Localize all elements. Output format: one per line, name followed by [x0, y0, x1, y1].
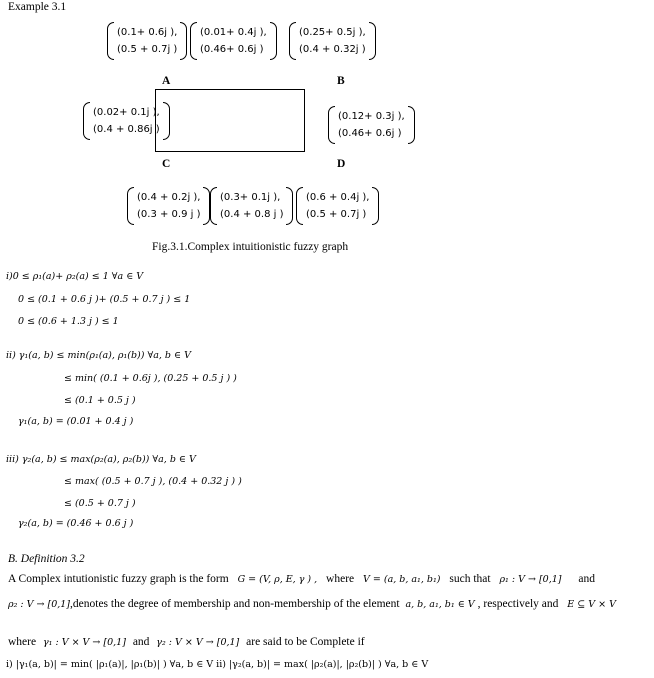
- definition-heading: B. Definition 3.2: [8, 553, 85, 565]
- condition-ii-line4: γ₁(a, b) = (0.01 + 0.4 j ): [18, 416, 134, 427]
- definition-line2: ρ₂ : V → [0,1],denotes the degree of membership and non-membership of the element a, b, a₁, b₁ ∈ V , respectively and E ⊆ V × V: [8, 598, 616, 610]
- condition-i-line1: i)0 ≤ ρ₁(a)+ ρ₂(a) ≤ 1 ∀a ∈ V: [6, 271, 144, 282]
- vertex-label-d: D: [337, 158, 346, 170]
- vertex-d-value: (0.6 + 0.4j ), (0.5 + 0.7j ): [296, 187, 379, 225]
- definition-line3: where γ₁ : V × V → [0,1] and γ₂ : V × V → [0,1] are said to be Complete if: [8, 636, 365, 648]
- condition-ii-line1: ii) γ₁(a, b) ≤ min(ρ₁(a), ρ₁(b)) ∀a, b ∈ V: [6, 350, 191, 361]
- vertex-label-a: A: [162, 75, 171, 87]
- condition-iii-line1: iii) γ₂(a, b) ≤ max(ρ₂(a), ρ₂(b)) ∀a, b ∈ V: [6, 454, 196, 465]
- condition-i-line2: 0 ≤ (0.1 + 0.6 j )+ (0.5 + 0.7 j ) ≤ 1: [18, 294, 191, 305]
- graph-edges-rectangle: [155, 89, 305, 152]
- edge-ac-value: (0.02+ 0.1j ), (0.4 + 0.86j ): [83, 102, 170, 140]
- vertex-label-b: B: [337, 75, 345, 87]
- vertex-c-value: (0.4 + 0.2j ), (0.3 + 0.9 j ): [127, 187, 210, 225]
- vertex-label-c: C: [162, 158, 171, 170]
- example-heading: Example 3.1: [8, 1, 67, 13]
- condition-iii-line2: ≤ max( (0.5 + 0.7 j ), (0.4 + 0.32 j ) ): [64, 476, 242, 487]
- vertex-b-value: (0.25+ 0.5j ), (0.4 + 0.32j ): [289, 22, 376, 60]
- edge-ab-value: (0.01+ 0.4j ), (0.46+ 0.6j ): [190, 22, 277, 60]
- definition-line4: i) |γ₁(a, b)| = min( |ρ₁(a)|, |ρ₁(b)| ) ∀a, b ∈ V ii) |γ₂(a, b)| = max( |ρ₂(a)|, |ρ₂(b)| ) ∀a, b ∈ V: [6, 659, 429, 670]
- condition-iii-line3: ≤ (0.5 + 0.7 j ): [64, 498, 136, 509]
- condition-i-line3: 0 ≤ (0.6 + 1.3 j ) ≤ 1: [18, 316, 119, 327]
- vertex-a-value: (0.1+ 0.6j ), (0.5 + 0.7j ): [107, 22, 187, 60]
- edge-bd-value: (0.12+ 0.3j ), (0.46+ 0.6j ): [328, 106, 415, 144]
- condition-ii-line3: ≤ (0.1 + 0.5 j ): [64, 395, 136, 406]
- definition-line1: A Complex intutionistic fuzzy graph is the form G = (V, ρ, E, γ ) , where V = (a, b, a₁, b₁) such that ρ₁ : V → [0,1] and: [8, 573, 595, 585]
- condition-iii-line4: γ₂(a, b) = (0.46 + 0.6 j ): [18, 518, 134, 529]
- figure-caption: Fig.3.1.Complex intuitionistic fuzzy graph: [152, 241, 349, 253]
- condition-ii-line2: ≤ min( (0.1 + 0.6j ), (0.25 + 0.5 j ) ): [64, 373, 237, 384]
- edge-cd-value: (0.3+ 0.1j ), (0.4 + 0.8 j ): [210, 187, 293, 225]
